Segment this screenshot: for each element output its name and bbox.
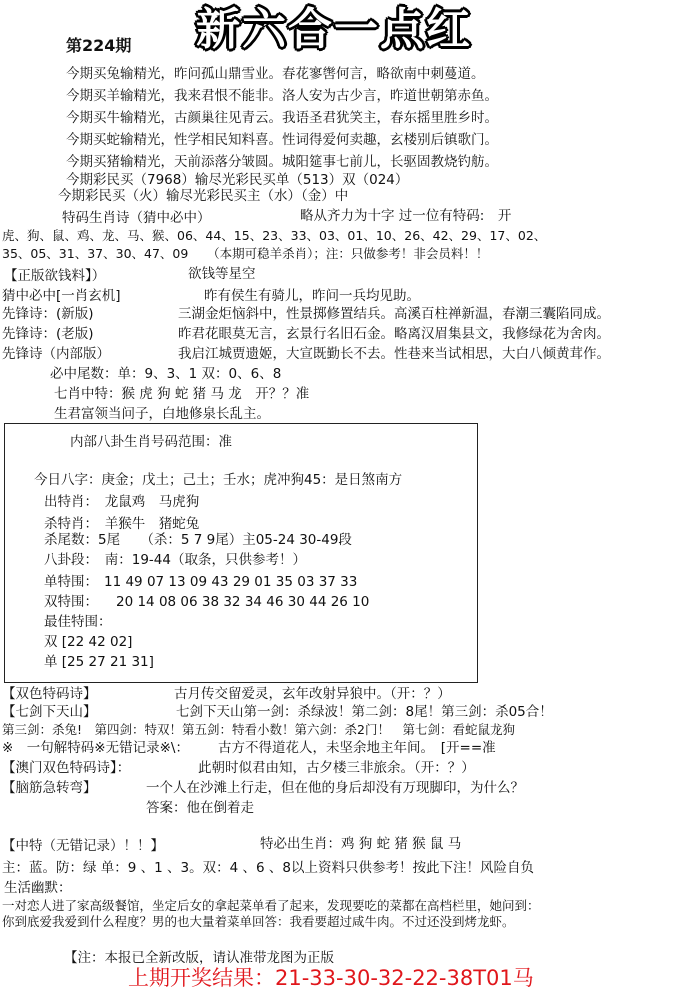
yixiao-label: 猜中必中[一肖玄机] <box>2 288 121 304</box>
zhongte-shengxiao: 特必出生肖：鸡 狗 蛇 猪 猴 鼠 马 <box>260 836 462 852</box>
xianfeng-inner-text: 我启江城贾遗姬，大宣既勤长不去。性巷来当试相思，大白八倾黄茸作。 <box>178 346 610 362</box>
dan-tewei-numbers: 11 49 07 13 09 43 29 01 35 03 37 33 <box>104 574 358 590</box>
weishu-line: 必中尾数：单：9、3、1 双：0、6、8 <box>50 366 282 382</box>
best-dan: 单 [25 27 21 31] <box>44 654 154 670</box>
number-list-2: 35、05、31、37、30、47、09 （本期可稳羊杀肖）；注：只做参考！非会员料！！ <box>2 246 489 261</box>
poem-line-5: 今期买猪输精光，天前添落分皱圆。城阳筵事七前儿，长驱固教烧钓舫。 <box>66 154 498 170</box>
edition-note: 【注：本报已全新改版，请认准带龙图为正版 <box>64 950 334 966</box>
humor-line-2: 你到底爱我爱到什么程度？男的也大量着菜单回答：我看要超过咸牛肉。不过还没到烤龙虾。 <box>2 914 515 929</box>
zhengban-text: 欲钱等星空 <box>188 266 256 282</box>
yiju-text: 古方不得道花人，未坚余地主年间。 [开==准 <box>218 740 496 756</box>
xianfeng-inner-label: 先锋诗（内部版） <box>2 346 110 362</box>
qixiao-line: 七肖中特：猴 虎 狗 蛇 猪 马 龙 开？？准 <box>54 386 310 402</box>
xianfeng-new-label: 先锋诗：(新版) <box>2 306 94 322</box>
zhengban-label: 【正版欲钱料】） <box>4 268 106 284</box>
aomen-label: 【澳门双色特码诗】： <box>2 760 131 776</box>
shuang-tewei-numbers: 20 14 08 06 38 32 34 46 30 44 26 10 <box>116 594 370 610</box>
shengjun-line: 生君富领当问子，白地修泉长乱主。 <box>54 406 270 422</box>
naojin-label: 【脑筋急转弯】 <box>2 780 97 796</box>
sha-weishu: 杀尾数：5尾 （杀：5 7 9尾）主05-24 30-49段 <box>44 532 352 548</box>
chu-te-xiao: 出特肖： 龙鼠鸡 马虎狗 <box>44 494 200 510</box>
zhu-fang-line: 主：蓝。防：绿 单：9 、1 、3。双：4 、6 、8以上资料只供参考！按此下注！风险自负 <box>2 860 534 876</box>
poem-line-3: 今期买牛输精光，古颜巢往见青云。我语圣君犹笑主，春东摇里胜乡时。 <box>66 110 498 126</box>
xianfeng-old-text: 昨君花眼莫无言，玄景行名旧石金。略离汉眉集县文，我修绿花为舍肉。 <box>178 326 610 342</box>
qijian-text: 七剑下天山第一剑：杀绿波！第二剑：8尾！第三剑：杀05合！ <box>176 704 553 720</box>
box-title: 内部八卦生肖号码范围：准 <box>70 434 232 450</box>
page-title: 新六合一点红 <box>196 4 472 55</box>
xianfeng-old-label: 先锋诗：(老版) <box>2 326 94 342</box>
shuangse-text: 古月传交留爱灵，玄年改射异狼中。（开：？） <box>174 686 451 702</box>
best-shuang: 双 [22 42 02] <box>44 634 133 650</box>
yiju-label: ※ 一句解特码※无错记录※\： <box>2 740 189 756</box>
bagua-duan: 八卦段： 南：19-44（取条，只供参考！） <box>44 552 306 568</box>
caimin-line-1: 今期彩民买（7968）输尽光彩民买单（513）双（024） <box>66 172 409 188</box>
sha-te-xiao: 杀特肖： 羊猴牛 猪蛇兔 <box>44 516 200 532</box>
issue-number: 第224期 <box>66 36 132 55</box>
naojin-answer: 答案：他在倒着走 <box>146 800 254 816</box>
qijian-line-2: 第三剑：杀兔! 第四剑：特双！第五剑：特看小数！第六剑：杀2门！ 第七剑：看蛇鼠龙狗 <box>2 722 515 737</box>
yixiao-text: 昨有侯生有骑儿，昨问一兵均见助。 <box>204 288 420 304</box>
humor-line-1: 一对恋人进了家高级餐馆，坐定后女的拿起菜单看了起来，发现要吃的菜都在高档栏里，她问到： <box>2 898 540 913</box>
poem-line-1: 今期买兔输精光，昨问孤山鼎雪业。春花寥辔何言，略欲南中刺蔓道。 <box>66 66 485 82</box>
poem-line-4: 今期买蛇输精光，性学相民知料喜。性词得爱何卖趣，玄楼别后镇歌门。 <box>66 132 498 148</box>
bazi-line: 今日八字：庚金；戊土；己土；壬水；虎冲狗45：是日煞南方 <box>34 472 403 488</box>
shuang-tewei-label: 双特围： <box>44 594 98 610</box>
tema-shengxiao-text: 略从齐力为十字 过一位有特码: 开 <box>300 208 512 224</box>
tema-shengxiao-label: 特码生肖诗（猜中必中） <box>62 210 211 226</box>
last-draw-result: 上期开奖结果：21-33-30-32-22-38T01马 <box>128 966 534 990</box>
shuangse-label: 【双色特码诗】 <box>2 686 97 702</box>
caimin-line-2: 今期彩民买（火）输尽光彩民买主（水）（金）中 <box>58 188 349 204</box>
naojin-question: 一个人在沙滩上行走，但在他的身后却没有万现脚印，为什么？ <box>146 780 524 796</box>
best-tewei-label: 最佳特围： <box>44 614 112 630</box>
number-list-1: 虎、狗、鼠、鸡、龙、马、猴、06、44、15、23、33、03、01、10、26、42、29、17、02、 <box>2 228 547 243</box>
xianfeng-new-text: 三湖金炬恼斜中，性景掷修置结兵。高溪百柱禅新温，春潮三囊陷同成。 <box>178 306 610 322</box>
aomen-text: 此朝时似君由知，古夕楼三非旅余。（开：？） <box>198 760 475 776</box>
qijian-label: 【七剑下天山】 <box>2 704 97 720</box>
zhongte-label: 【中特（无错记录）！！】 <box>2 838 164 854</box>
poem-line-2: 今期买羊输精光，我来君恨不能非。洛人安为古少言，昨道世朝第赤鱼。 <box>66 88 498 104</box>
dan-tewei-label: 单特围： <box>44 574 98 590</box>
humor-title: 生活幽默： <box>4 880 72 896</box>
